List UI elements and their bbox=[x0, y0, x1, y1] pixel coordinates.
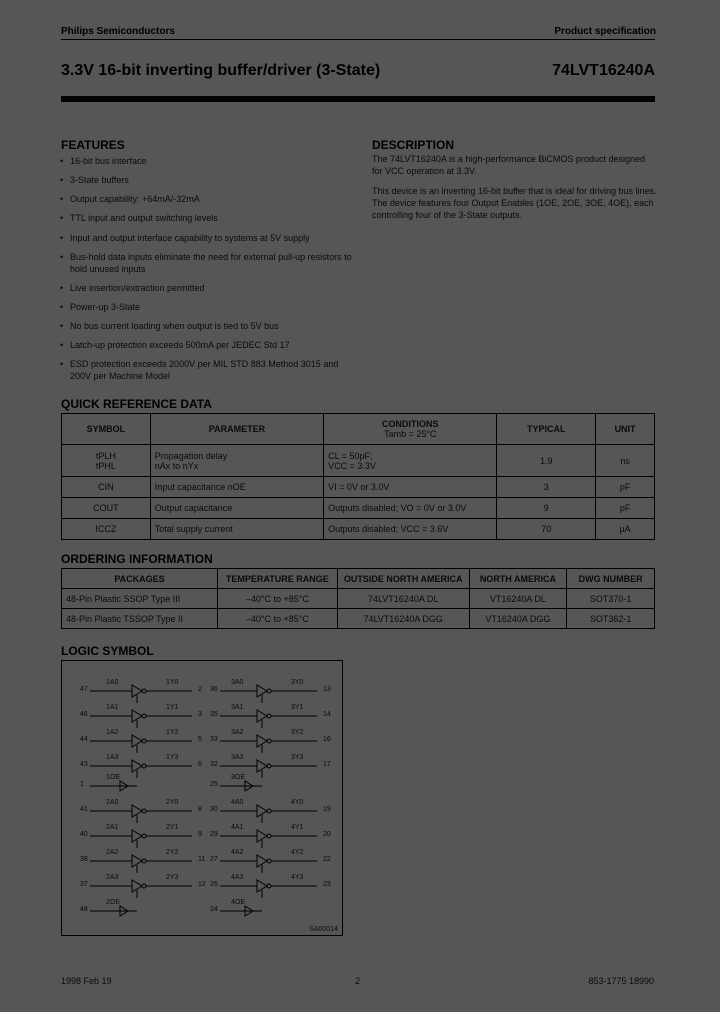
pin-number: 11 bbox=[198, 856, 206, 863]
table-row bbox=[62, 477, 655, 498]
pin-number: 30 bbox=[210, 806, 218, 813]
ot-outside-na: 74LVT16240A DGG bbox=[337, 609, 469, 629]
pin-number: 37 bbox=[80, 881, 88, 888]
qr-typical: 70 bbox=[497, 519, 596, 540]
ot-outside-na: 74LVT16240A DL bbox=[337, 589, 469, 609]
output-label: 1Y1 bbox=[166, 704, 179, 711]
input-label: 3A0 bbox=[231, 679, 244, 686]
feature-item: • ESD protection exceeds 2000V per MIL STD 883 Method 3015 and 200V per Machine Model bbox=[70, 358, 355, 382]
pin-number: 35 bbox=[210, 711, 218, 718]
ot-dwg: SOT370-1 bbox=[567, 589, 655, 609]
pin-number: 41 bbox=[80, 806, 88, 813]
pin-number: 16 bbox=[323, 736, 331, 743]
qr-unit: µA bbox=[596, 519, 655, 540]
pin-number: 6 bbox=[198, 761, 202, 768]
part-number: 74LVT16240A bbox=[552, 62, 655, 79]
input-label: 4A2 bbox=[231, 849, 244, 856]
pin-number: 32 bbox=[210, 761, 218, 768]
input-label: 4A1 bbox=[231, 824, 244, 831]
input-label: 4A3 bbox=[231, 874, 244, 881]
description-p1: The 74LVT16240A is a high-performance BiCMOS product designed for VCC operation at 3.3V. bbox=[372, 154, 645, 176]
feature-item: • TTL input and output switching levels bbox=[70, 212, 355, 224]
pin-number: 47 bbox=[80, 686, 88, 693]
input-label: 4A0 bbox=[231, 799, 244, 806]
footer-code: 853-1775 18990 bbox=[588, 976, 654, 986]
input-label: 2A0 bbox=[106, 799, 119, 806]
qr-col-parameter: PARAMETER bbox=[150, 414, 323, 445]
logic-title: LOGIC SYMBOL bbox=[61, 644, 154, 658]
ot-col-outside-na: OUTSIDE NORTH AMERICA bbox=[337, 569, 469, 589]
logic-ref: SA00014 bbox=[309, 926, 338, 933]
pin-number: 24 bbox=[210, 906, 218, 913]
ot-col-na: NORTH AMERICA bbox=[469, 569, 567, 589]
header-rule bbox=[61, 39, 655, 40]
pin-number: 9 bbox=[198, 831, 202, 838]
ordering-table bbox=[61, 568, 655, 629]
output-label: 2Y0 bbox=[166, 799, 179, 806]
title-rule bbox=[61, 96, 655, 102]
output-label: 2Y3 bbox=[166, 874, 179, 881]
pin-number: 46 bbox=[80, 711, 88, 718]
logic-diagram bbox=[62, 661, 342, 935]
table-row bbox=[62, 445, 655, 477]
pin-number: 2 bbox=[198, 686, 202, 693]
feature-item: • Bus-hold data inputs eliminate the need for external pull-up resistors to hold unused inputs bbox=[70, 251, 355, 275]
ordering-title: ORDERING INFORMATION bbox=[61, 552, 213, 566]
pin-number: 17 bbox=[323, 761, 331, 768]
qr-parameter: Output capacitance bbox=[150, 498, 323, 519]
qr-parameter: Propagation delay nAx to nYx bbox=[150, 445, 323, 477]
feature-item: • Output capability: +64mA/-32mA bbox=[70, 193, 355, 205]
table-row bbox=[62, 519, 655, 540]
output-label: 3Y1 bbox=[291, 704, 304, 711]
pin-number: 38 bbox=[80, 856, 88, 863]
features-title: FEATURES bbox=[61, 138, 125, 152]
ot-dwg: SOT362-1 bbox=[567, 609, 655, 629]
pin-number: 8 bbox=[198, 806, 202, 813]
pin-number: 3 bbox=[198, 711, 202, 718]
qr-conditions: CL = 50pF; VCC = 3.3V bbox=[324, 445, 497, 477]
qr-col-typical: TYPICAL bbox=[497, 414, 596, 445]
table-row bbox=[62, 589, 655, 609]
qr-typical: 9 bbox=[497, 498, 596, 519]
feature-item: • 3-State buffers bbox=[70, 174, 355, 186]
oe-label: 2OE bbox=[106, 899, 121, 906]
ordering-header-row bbox=[62, 569, 655, 589]
feature-item: • Power-up 3-State bbox=[70, 301, 355, 313]
output-label: 1Y3 bbox=[166, 754, 179, 761]
output-label: 3Y3 bbox=[291, 754, 304, 761]
output-label: 1Y0 bbox=[166, 679, 179, 686]
output-label: 4Y0 bbox=[291, 799, 304, 806]
output-label: 1Y2 bbox=[166, 729, 179, 736]
oe-label: 1OE bbox=[106, 774, 121, 781]
input-label: 2A2 bbox=[106, 849, 119, 856]
qr-symbol: CIN bbox=[62, 477, 151, 498]
qr-typical: 3 bbox=[497, 477, 596, 498]
qr-parameter: Input capacitance nOE bbox=[150, 477, 323, 498]
qr-unit: ns bbox=[596, 445, 655, 477]
feature-item: • No bus current loading when output is tied to 5V bus bbox=[70, 320, 355, 332]
pin-number: 40 bbox=[80, 831, 88, 838]
ot-temp: –40°C to +85°C bbox=[218, 589, 338, 609]
input-label: 2A1 bbox=[106, 824, 119, 831]
footer-date: 1998 Feb 19 bbox=[61, 976, 112, 986]
qr-symbol: tPLH tPHL bbox=[62, 445, 151, 477]
input-label: 1A2 bbox=[106, 729, 119, 736]
input-label: 1A1 bbox=[106, 704, 119, 711]
qr-col-conditions bbox=[324, 414, 497, 445]
qr-col-symbol: SYMBOL bbox=[62, 414, 151, 445]
pin-number: 19 bbox=[323, 806, 331, 813]
qr-conditions: Outputs disabled; VCC = 3.6V bbox=[324, 519, 497, 540]
table-row bbox=[62, 498, 655, 519]
input-label: 1A3 bbox=[106, 754, 119, 761]
logic-symbol-box bbox=[61, 660, 343, 936]
pin-number: 27 bbox=[210, 856, 218, 863]
input-label: 3A2 bbox=[231, 729, 244, 736]
pin-number: 20 bbox=[323, 831, 331, 838]
feature-item: • Input and output interface capability to systems at 5V supply bbox=[70, 232, 355, 244]
pin-number: 13 bbox=[323, 686, 331, 693]
ot-na: VT16240A DGG bbox=[469, 609, 567, 629]
footer-page: 2 bbox=[355, 976, 361, 986]
page-title: 3.3V 16-bit inverting buffer/driver (3-State) bbox=[61, 62, 381, 79]
table-row bbox=[62, 609, 655, 629]
qr-unit: pF bbox=[596, 498, 655, 519]
pin-number: 36 bbox=[210, 686, 218, 693]
pin-number: 12 bbox=[198, 881, 206, 888]
pin-number: 25 bbox=[210, 781, 218, 788]
ot-col-packages: PACKAGES bbox=[62, 569, 218, 589]
pin-number: 44 bbox=[80, 736, 88, 743]
qr-symbol: ICCZ bbox=[62, 519, 151, 540]
input-label: 3A1 bbox=[231, 704, 244, 711]
input-label: 1A0 bbox=[106, 679, 119, 686]
pin-number: 5 bbox=[198, 736, 202, 743]
ot-col-temp: TEMPERATURE RANGE bbox=[218, 569, 338, 589]
output-label: 2Y1 bbox=[166, 824, 179, 831]
oe-label: 4OE bbox=[231, 899, 246, 906]
qr-col-unit: UNIT bbox=[596, 414, 655, 445]
description-title: DESCRIPTION bbox=[372, 138, 455, 152]
output-label: 4Y2 bbox=[291, 849, 304, 856]
output-label: 4Y1 bbox=[291, 824, 304, 831]
pin-number: 43 bbox=[80, 761, 88, 768]
qr-conditions-label: CONDITIONS bbox=[382, 419, 439, 429]
feature-item: • 16-bit bus interface bbox=[70, 155, 355, 167]
input-label: 2A3 bbox=[106, 874, 119, 881]
pin-number: 14 bbox=[323, 711, 331, 718]
description-p2: This device is an inverting 16-bit buffer that is ideal for driving bus lines. The device features four Output Enables (1OE, 2OE, 3OE, 4OE), each controlling four of the 3-State outputs. bbox=[372, 186, 657, 220]
qr-typical: 1.9 bbox=[497, 445, 596, 477]
qr-conditions: Outputs disabled; VO = 0V or 3.0V bbox=[324, 498, 497, 519]
output-label: 3Y2 bbox=[291, 729, 304, 736]
pin-number: 23 bbox=[323, 881, 331, 888]
pin-number: 1 bbox=[80, 781, 84, 788]
qr-unit: pF bbox=[596, 477, 655, 498]
qr-conditions: VI = 0V or 3.0V bbox=[324, 477, 497, 498]
qr-symbol: COUT bbox=[62, 498, 151, 519]
ot-col-dwg: DWG NUMBER bbox=[567, 569, 655, 589]
output-label: 4Y3 bbox=[291, 874, 304, 881]
pin-number: 26 bbox=[210, 881, 218, 888]
ot-na: VT16240A DL bbox=[469, 589, 567, 609]
quick-ref-table bbox=[61, 413, 655, 540]
ot-package: 48-Pin Plastic SSOP Type III bbox=[62, 589, 218, 609]
output-label: 2Y2 bbox=[166, 849, 179, 856]
pin-number: 29 bbox=[210, 831, 218, 838]
ot-package: 48-Pin Plastic TSSOP Type II bbox=[62, 609, 218, 629]
oe-label: 3OE bbox=[231, 774, 246, 781]
quick-ref-header-row bbox=[62, 414, 655, 445]
qr-conditions-sub: Tamb = 25°C bbox=[384, 429, 437, 439]
feature-item: • Live insertion/extraction permitted bbox=[70, 282, 355, 294]
input-label: 3A3 bbox=[231, 754, 244, 761]
doc-type: Product specification bbox=[554, 26, 656, 37]
quick-ref-title: QUICK REFERENCE DATA bbox=[61, 397, 212, 411]
ot-temp: –40°C to +85°C bbox=[218, 609, 338, 629]
pin-number: 48 bbox=[80, 906, 88, 913]
feature-item: • Latch-up protection exceeds 500mA per JEDEC Std 17 bbox=[70, 339, 355, 351]
pin-number: 33 bbox=[210, 736, 218, 743]
output-label: 3Y0 bbox=[291, 679, 304, 686]
pin-number: 22 bbox=[323, 856, 331, 863]
qr-parameter: Total supply current bbox=[150, 519, 323, 540]
company-name: Philips Semiconductors bbox=[61, 26, 175, 37]
